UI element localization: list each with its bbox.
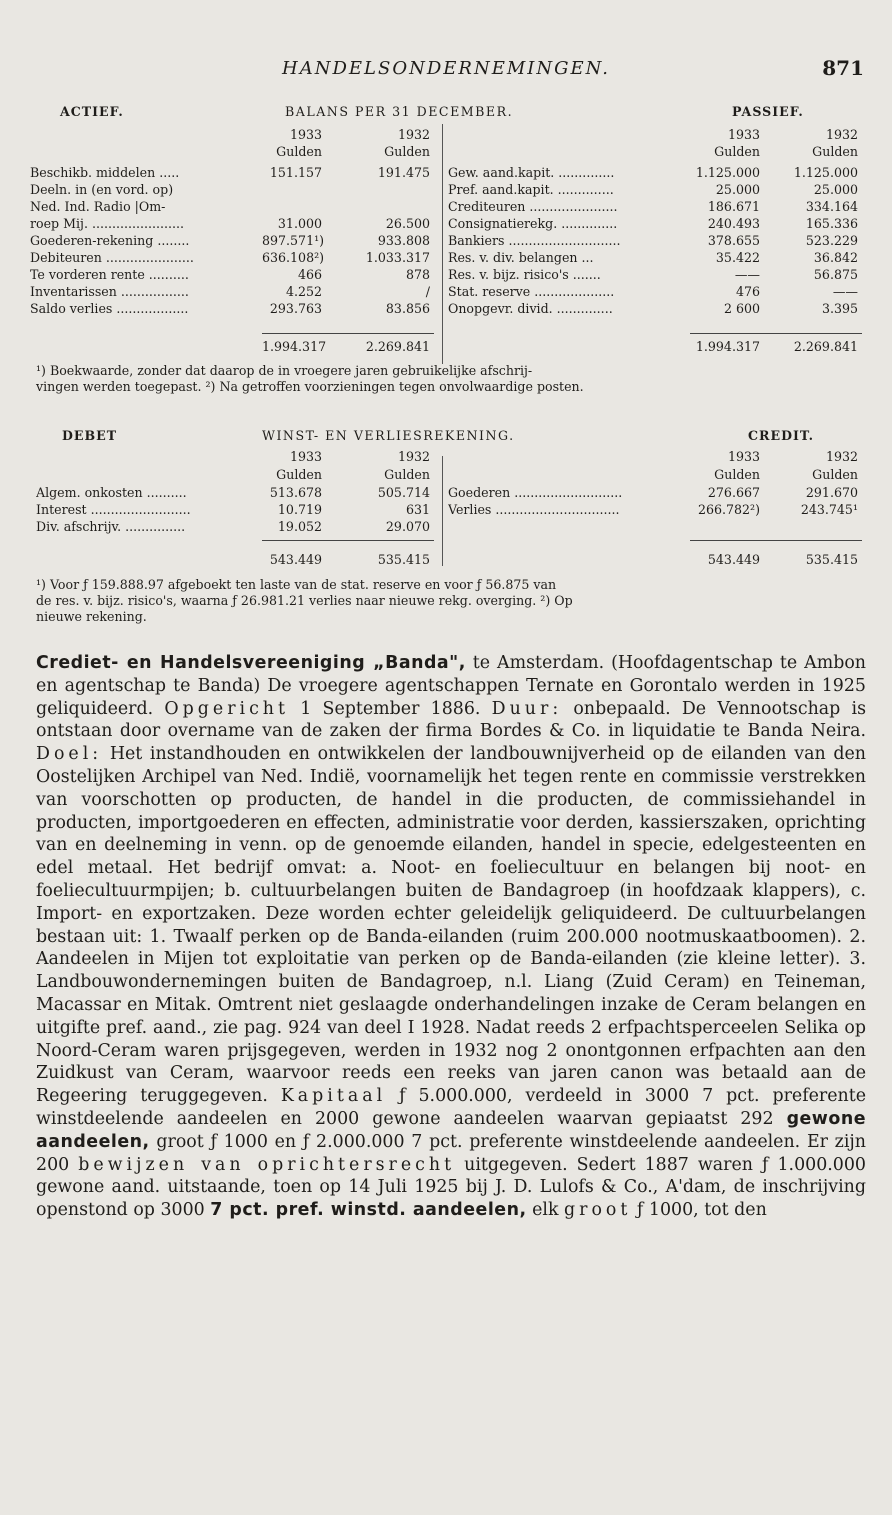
article-text-2: 1 September 1886. [289, 698, 492, 719]
pnl-right-row [0, 501, 892, 518]
keyword-pref-aandeelen: 7 pct. pref. winstd. aandeelen, [210, 1200, 527, 1221]
balance-right-row-1933: 1.125.000 [695, 165, 760, 180]
balance-left-row-1932: 878 [405, 267, 430, 282]
balance-left-row-1932: 1.033.317 [365, 250, 430, 265]
balance-left-total-rule [262, 333, 434, 334]
balance-right-row-1932: 1.125.000 [793, 165, 858, 180]
balance-left-row-1932: / [425, 284, 430, 299]
pnl-left-row-label: Div. afschrijv. ............... [36, 519, 186, 534]
balance-right-row [0, 266, 892, 283]
pnl-left-row-1933: 513.678 [269, 485, 322, 500]
balance-right-row-label: Pref. aand.kapit. .............. [448, 182, 614, 197]
balance-right-row-1932: 334.164 [805, 199, 858, 214]
pnl-left-row-label: Algem. onkosten .......... [36, 485, 187, 500]
balance-left-row-label: Goederen-rekening ........ [30, 233, 190, 248]
balance-left-row-label: roep Mij. ....................... [30, 216, 185, 231]
balance-right-col-1932: 1932 [825, 127, 858, 142]
pnl-left-row-1933: 19.052 [277, 519, 322, 534]
balance-right-row-1933: 35.422 [715, 250, 760, 265]
pnl-right-col-1932: 1932 [825, 449, 858, 464]
balance-left-heading: ACTIEF. [60, 104, 124, 119]
balance-left-total-1932: 2.269.841 [365, 339, 430, 354]
balance-left-total-1933: 1.994.317 [262, 339, 327, 354]
pnl-right-total-rule [690, 540, 862, 541]
balance-left-row-1933: 636.108²) [262, 250, 325, 265]
balance-right-row-1933: 476 [735, 284, 760, 299]
keyword-kapitaal: Kapitaal [280, 1086, 387, 1107]
balance-left-row-1932: 933.808 [377, 233, 430, 248]
keyword-groot: groot [564, 1200, 632, 1221]
pnl-left-total-1932: 535.415 [377, 552, 430, 567]
pnl-right-total-1933: 543.449 [707, 552, 760, 567]
pnl-right-col-1933: 1933 [727, 449, 760, 464]
pnl-left-row-1932: 631 [405, 502, 430, 517]
balance-right-row-1932: 36.842 [813, 250, 858, 265]
article-body [36, 652, 866, 1222]
keyword-bewijzen: bewijzen van oprichtersrecht [78, 1154, 456, 1175]
article-text-6: groot ƒ 1000 en ƒ 2.000.000 7 pct. preferente winstdeelende aandeelen. Er zijn 200 [36, 1131, 866, 1175]
article-text-8: elk [526, 1200, 565, 1221]
balance-left-row-1933: 466 [297, 267, 322, 282]
pnl-right-row-label: Verlies ............................... [448, 502, 620, 517]
pnl-left-row [0, 518, 892, 535]
balance-right-row [0, 283, 892, 300]
keyword-doel: Doel: [36, 744, 103, 765]
balance-left-col-1933: 1933 [289, 127, 322, 142]
keyword-opgericht: Opgericht [164, 698, 289, 719]
balance-left-row-label: Beschikb. middelen ..... [30, 165, 180, 180]
balance-right-row-label: Gew. aand.kapit. .............. [448, 165, 615, 180]
pnl-table [0, 420, 892, 635]
pnl-left-row-1932: 29.070 [385, 519, 430, 534]
running-title: HANDELSONDERNEMINGEN. [282, 58, 610, 79]
balance-left-unit-1933: Gulden [276, 144, 322, 159]
pnl-left-unit-1933: Gulden [276, 467, 322, 482]
pnl-left-col-1933: 1933 [289, 449, 322, 464]
pnl-right-heading: CREDIT. [748, 428, 815, 443]
balance-right-row-label: Bankiers ............................ [448, 233, 621, 248]
pnl-right-row-1933: 276.667 [707, 485, 760, 500]
balance-table [0, 96, 892, 406]
balance-right-row [0, 215, 892, 232]
pnl-left-row-1932: 505.714 [377, 485, 430, 500]
balance-right-row-1933: 2 600 [723, 301, 760, 316]
balance-left-row-1933: 4.252 [285, 284, 322, 299]
balance-left-row-1933: 31.000 [277, 216, 322, 231]
balance-right-row-1932: 25.000 [813, 182, 858, 197]
balance-right-total-1933: 1.994.317 [695, 339, 760, 354]
balance-right-row-label: Res. v. div. belangen ... [448, 250, 594, 265]
balance-footnote-line1: ¹) Boekwaarde, zonder dat daarop de in vroegere jaren gebruikelijke afschrij- [36, 363, 533, 378]
keyword-duur: Duur: [491, 698, 563, 719]
pnl-right-unit-1933: Gulden [714, 467, 760, 482]
balance-left-row-label: Saldo verlies .................. [30, 301, 189, 316]
balance-left-row-1933: 293.763 [269, 301, 322, 316]
balance-right-total-rule [690, 333, 862, 334]
pnl-left-total-rule [262, 540, 434, 541]
pnl-right-row-1932: 243.745¹ [800, 502, 858, 517]
balance-left-row-1933: 151.157 [269, 165, 322, 180]
balance-right-row-1932: —— [832, 284, 858, 299]
balance-left-row-1932: 26.500 [385, 216, 430, 231]
balance-left-row-label: Inventarissen ................. [30, 284, 189, 299]
balance-left-row-1932: 191.475 [377, 165, 430, 180]
balance-right-row-1933: —— [734, 267, 760, 282]
balance-right-row [0, 181, 892, 198]
balance-right-row-label: Onopgevr. divid. .............. [448, 301, 613, 316]
balance-right-row [0, 232, 892, 249]
balance-right-row-1933: 240.493 [707, 216, 760, 231]
pnl-right-unit-1932: Gulden [812, 467, 858, 482]
balance-right-col-1933: 1933 [727, 127, 760, 142]
pnl-footnote-line2: de res. v. bijz. risico's, waarna ƒ 26.981.21 verlies naar nieuwe rekg. overging. ²) Op [36, 593, 573, 608]
balance-right-row [0, 249, 892, 266]
balance-left-row-label: Te vorderen rente .......... [30, 267, 189, 282]
article-text-4: Het instandhouden en ontwikkelen der landbouwnijverheid op de eilanden van den Oostelijken Archipel van Ned. Indië, voornamelijk het tegen rente en commissie verstrekken van voorschotten op producten, de handel in die producten, de commissiehandel in producten, importgoederen en effecten, administratie voor derden, kassierszaken, oprichting van en deelneming in venn. op de genoemde eilanden, handel in specie, edelgesteenten en edel metaal. Het bedrijf omvat: a. Noot- en foeliecultuur en belangen bij noot- en foeliecultuurmpijen; b. cultuurbelangen buiten de Bandagroep (in hoofdzaak klappers), c. Import- en exportzaken. Deze worden echter geleidelijk geliquideerd. De cultuurbelangen bestaan uit: 1. Twaalf perken op de Banda-eilanden (ruim 200.000 nootmuskaatboomen). 2. Aandeelen in Mijen tot exploitatie van perken op de Banda-eilanden (zie kleine letter). 3. Landbouwondernemingen buiten de Bandagroep, n.l. Liang (Zuid Ceram) en Teineman, Macassar en Mitak. Omtrent niet geslaagde onderhandelingen inzake de Ceram belangen en uitgifte pref. aand., zie pag. 924 van deel I 1928. Nadat reeds 2 erfpachtsperceelen Selika op Noord-Ceram waren prijsgegeven, werden in 1932 nog 2 onontgonnen erfpachten aan den Zuidkust van Ceram, waarvoor reeds een reeks van jaren canon was betaald aan de Regeering teruggegeven. [36, 744, 866, 1107]
pnl-right-row-1932: 291.670 [805, 485, 858, 500]
pnl-footnote-line3: nieuwe rekening. [36, 609, 147, 624]
balance-right-row-1933: 186.671 [707, 199, 760, 214]
balance-left-unit-1932: Gulden [384, 144, 430, 159]
article-text-5: ƒ 5.000.000, verdeeld in 3000 7 pct. preferente winstdeelende aandeelen en 2000 gewone aandeelen waarvan gepiaatst 292 [36, 1086, 867, 1129]
pnl-right-row-label: Goederen ........................... [448, 485, 623, 500]
balance-right-row-1932: 523.229 [805, 233, 858, 248]
balance-right-total-1932: 2.269.841 [793, 339, 858, 354]
page-number: 871 [822, 56, 864, 80]
balance-right-row-1932: 56.875 [813, 267, 858, 282]
article-text-3: onbepaald. De Vennootschap is ontstaan door overname van de zaken der firma Bordes & Co. in liquidatie te Banda Neira. [36, 698, 866, 742]
balance-left-row-label: Debiteuren ...................... [30, 250, 194, 265]
balance-left-row-label: Ned. Ind. Radio |Om- [30, 199, 166, 214]
balance-right-unit-1932: Gulden [812, 144, 858, 159]
company-name: Crediet- en Handelsvereeniging „Banda", [36, 653, 466, 673]
article-text-9: ƒ 1000, tot den [631, 1200, 767, 1221]
balance-right-row-label: Res. v. bijz. risico's ....... [448, 267, 601, 282]
balance-right-row [0, 300, 892, 317]
balance-right-row-label: Consignatierekg. .............. [448, 216, 618, 231]
balance-center-heading: BALANS PER 31 DECEMBER. [285, 104, 514, 119]
balance-right-row-1932: 3.395 [821, 301, 858, 316]
pnl-right-total-1932: 535.415 [805, 552, 858, 567]
pnl-left-row-1933: 10.719 [277, 502, 322, 517]
balance-right-unit-1933: Gulden [714, 144, 760, 159]
pnl-left-heading: DEBET [62, 428, 118, 443]
pnl-left-total-1933: 543.449 [269, 552, 322, 567]
article-text-7: uitgegeven. Sedert 1887 waren ƒ 1.000.000 gewone aand. uitstaande, toen op 14 Juli 1925 bij J. D. Lulofs & Co., A'dam, de inschrijving openstond op 3000 [36, 1154, 866, 1221]
pnl-left-unit-1932: Gulden [384, 467, 430, 482]
balance-right-row [0, 164, 892, 181]
balance-right-row-1933: 25.000 [715, 182, 760, 197]
pnl-right-row-1933: 266.782²) [697, 502, 760, 517]
pnl-footnote-line1: ¹) Voor ƒ 159.888.97 afgeboekt ten laste van de stat. reserve en voor ƒ 56.875 van [36, 577, 557, 592]
keyword-gewone-aandeelen: gewone aandeelen, [36, 1108, 866, 1152]
balance-left-row-1933: 897.571¹) [262, 233, 325, 248]
balance-right-row-label: Crediteuren ...................... [448, 199, 618, 214]
balance-left-row-1932: 83.856 [385, 301, 430, 316]
balance-right-heading: PASSIEF. [732, 104, 804, 119]
pnl-right-row [0, 484, 892, 501]
balance-left-row-label: Deeln. in (en vord. op) [30, 182, 174, 197]
balance-right-row-label: Stat. reserve .................... [448, 284, 615, 299]
balance-right-row [0, 198, 892, 215]
balance-footnote-line2: vingen werden toegepast. ²) Na getroffen voorzieningen tegen onvolwaardige posten. [36, 379, 584, 394]
pnl-left-col-1932: 1932 [397, 449, 430, 464]
pnl-center-heading: WINST- EN VERLIESREKENING. [262, 428, 515, 443]
balance-right-row-1933: 378.655 [707, 233, 760, 248]
pnl-left-row-label: Interest ......................... [36, 502, 191, 517]
balance-right-row-1932: 165.336 [805, 216, 858, 231]
article-text-1: te Amsterdam. (Hoofdagentschap te Ambon en agentschap te Banda) De vroegere agentschappen Ternate en Gorontalo werden in 1925 geliquideerd. [36, 653, 866, 719]
balance-left-col-1932: 1932 [397, 127, 430, 142]
